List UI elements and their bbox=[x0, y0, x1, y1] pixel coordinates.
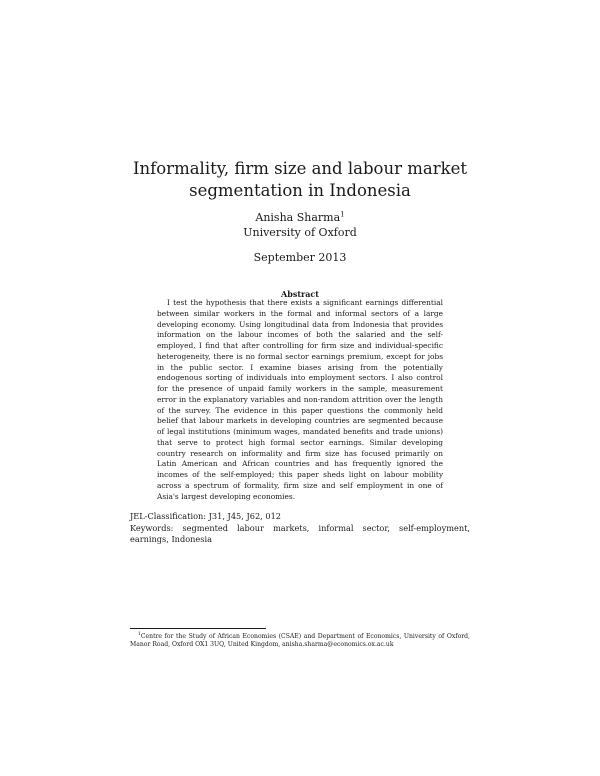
title-line-2: segmentation in Indonesia bbox=[189, 181, 411, 200]
abstract-body: I test the hypothesis that there exists a significant earnings differential between similar workers in the formal and informal sectors of a large developing economy. Using longitudinal data from Indonesia that provides information on the labour incomes of both the salaried and the self-employed, I find that after controlling for firm size and individual-specific heterogeneity, there is no formal sector earnings premium, except for jobs in the public sector. I examine biases arising from the potentially endogenous sorting of individuals into employment sectors. I also control for the presence of unpaid family workers in the sample, measurement error in the explanatory variables and non-random attrition over the length of the survey. The evidence in this paper questions the commonly held belief that labour markets in developing countries are segmented because of legal institutions (minimum wages, mandated benefits and trade unions) that serve to protect high formal sector earnings. Similar developing country research on informality and firm size has focused primarily on Latin American and African countries and has frequently ignored the incomes of the self-employed; this paper sheds light on labour mobility across a spectrum of formality, firm size and self employment in one of Asia's largest developing economies. bbox=[157, 298, 443, 501]
footnote-mark: 1 bbox=[138, 631, 141, 637]
author-footnote-mark: 1 bbox=[340, 210, 345, 219]
keywords: Keywords: segmented labour markets, informal sector, self-employment, earnings, Indonesia bbox=[130, 523, 470, 544]
author-affiliation: University of Oxford bbox=[243, 226, 357, 239]
abstract-heading: Abstract bbox=[281, 289, 319, 299]
paper-date: September 2013 bbox=[253, 251, 347, 264]
paper-title bbox=[100, 158, 500, 202]
footnote-rule bbox=[130, 628, 266, 629]
jel-classification: JEL-Classification: J31, J45, J62, 012 bbox=[130, 511, 281, 521]
title-line-1: Informality, firm size and labour market bbox=[133, 159, 467, 178]
author-name: Anisha Sharma bbox=[255, 211, 341, 224]
footnote-text: Centre for the Study of African Economies (CSAE) and Department of Economics, University of Oxford, Manor Road, Oxford OX1 3UQ, United Kingdom, anisha.sharma@economics.ox.ac.uk bbox=[130, 633, 470, 649]
author-block bbox=[100, 210, 500, 240]
footnote bbox=[130, 633, 470, 650]
